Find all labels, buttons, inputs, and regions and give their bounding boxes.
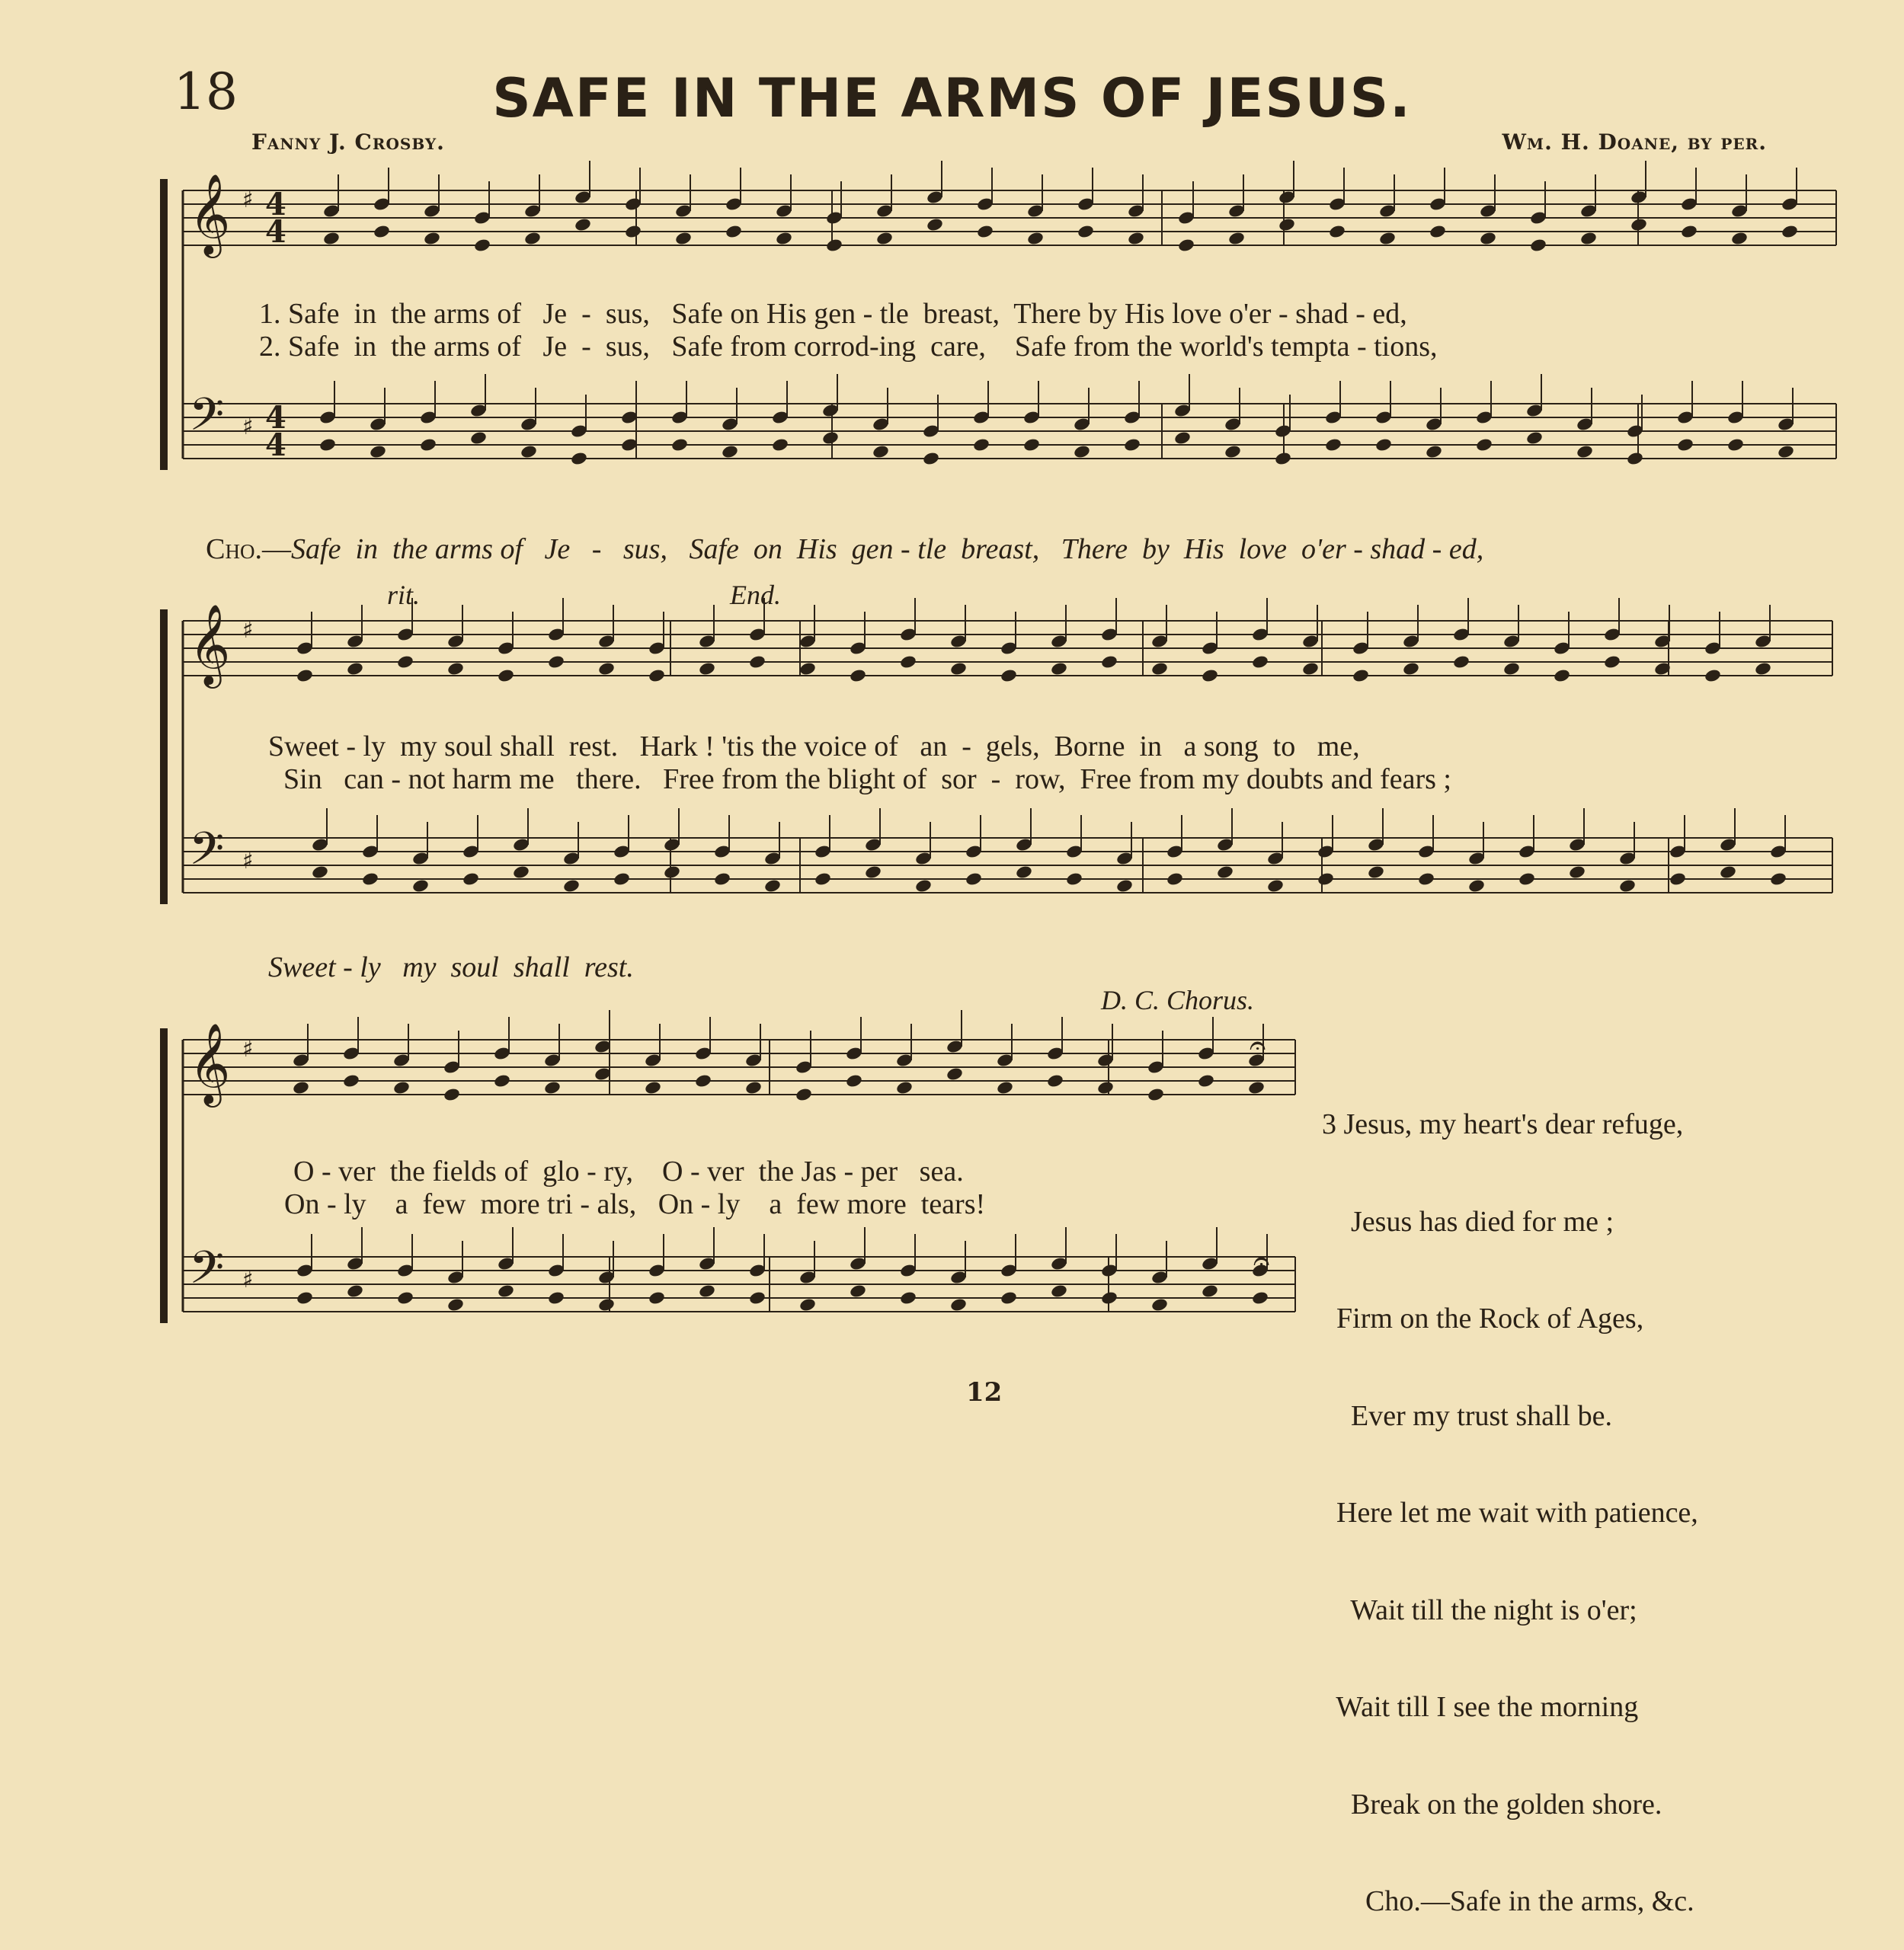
note-head (1579, 231, 1598, 246)
note-head (292, 1080, 310, 1095)
system1-verse1-lyrics: 1. Safe in the arms of Je - sus, Safe on His gen - tle breast, There by His love o'er - shad - ed, (259, 298, 1407, 330)
note-head (396, 654, 414, 670)
sharp-icon: ♯ (242, 187, 254, 213)
system1-chorus-lyrics (198, 518, 1483, 566)
note-head (798, 661, 817, 676)
note-head (1529, 238, 1547, 253)
note-head (392, 1080, 411, 1095)
note-head (547, 1290, 565, 1306)
note-head (373, 224, 391, 239)
note-head (411, 878, 430, 893)
system2-verse1-lyrics: Sweet - ly my soul shall rest. Hark ! 'tis the voice of an - gels, Borne in a song to me, (268, 730, 1360, 762)
note-head (1317, 871, 1335, 887)
note-head (1568, 865, 1586, 880)
note-head (1247, 1080, 1266, 1095)
note-head (763, 878, 782, 893)
note-head (342, 1073, 360, 1088)
note-head (748, 1290, 766, 1306)
note-head (497, 668, 515, 683)
note-head (1201, 1283, 1219, 1299)
note-head (1676, 437, 1694, 452)
note-head (1251, 1290, 1269, 1306)
note-head (1022, 437, 1041, 452)
note-head (346, 661, 364, 676)
note-head (825, 238, 843, 253)
note-head (1266, 878, 1285, 893)
stanza-3 (1322, 1044, 1698, 1950)
note-head (423, 231, 441, 246)
note-head (1000, 1290, 1018, 1306)
treble-clef-icon: 𝄞 (189, 1022, 231, 1104)
note-head (396, 1290, 414, 1306)
note-head (949, 1297, 968, 1312)
note-head (1150, 1297, 1169, 1312)
note-head (771, 437, 789, 452)
sharp-icon: ♯ (242, 414, 254, 440)
note-head (1177, 238, 1195, 253)
note-head (725, 224, 743, 239)
dc-chorus-marking: D. C. Chorus. (1101, 985, 1255, 1015)
note-head (1050, 661, 1068, 676)
note-head (296, 668, 314, 683)
note-head (648, 1290, 666, 1306)
sharp-icon: ♯ (242, 1267, 254, 1293)
treble-clef-icon: 𝄞 (189, 603, 231, 685)
note-head (1324, 437, 1342, 452)
note-head (597, 661, 616, 676)
note-head (1015, 865, 1033, 880)
note-head (914, 878, 933, 893)
note-head (1096, 1080, 1115, 1095)
note-head (1626, 451, 1644, 466)
time-signature: 4 (265, 427, 286, 463)
note-head (996, 1080, 1014, 1095)
note-head (369, 444, 387, 459)
note-head (1150, 661, 1169, 676)
bass-clef-icon: 𝄢 (189, 388, 225, 452)
system-brace (160, 1028, 168, 1323)
note-head (694, 1073, 712, 1088)
note-head (1378, 231, 1397, 246)
note-head (1073, 444, 1091, 459)
note-head (1777, 444, 1795, 459)
bass-clef-icon: 𝄢 (189, 822, 225, 886)
note-head (1147, 1087, 1165, 1102)
treble-clef-icon: 𝄞 (189, 173, 231, 254)
lyricist-credit: Fanny J. Crosby. (251, 129, 445, 155)
hymn-number: 18 (174, 62, 238, 121)
note-head (1328, 224, 1346, 239)
note-head (547, 654, 565, 670)
note-head (895, 1080, 914, 1095)
note-head (1227, 231, 1246, 246)
note-head (744, 1080, 763, 1095)
note-head (972, 437, 990, 452)
note-head (875, 231, 894, 246)
note-head (1065, 871, 1083, 887)
note-head (670, 437, 689, 452)
note-head (1278, 217, 1296, 232)
note-head (864, 865, 882, 880)
system3-verse1-lyrics: O - ver the fields of glo - ry, O - ver the Jas - per sea. (293, 1156, 964, 1188)
note-head (1680, 224, 1698, 239)
fermata-icon: 𝄐 (1253, 1244, 1270, 1277)
note-head (644, 1080, 662, 1095)
sharp-icon: ♯ (242, 617, 254, 644)
note-head (361, 871, 379, 887)
chorus-label: Cho.— (206, 533, 292, 565)
note-head (1730, 231, 1749, 246)
note-head (1769, 871, 1787, 887)
note-head (570, 451, 588, 466)
note-head (497, 1283, 515, 1299)
time-signature: 4 (265, 400, 286, 436)
stanza3-line: Cho.—Safe in the arms, &c. (1322, 1885, 1694, 1917)
note-head (976, 224, 994, 239)
note-head (946, 1066, 964, 1082)
note-head (1000, 668, 1018, 683)
note-head (520, 444, 538, 459)
note-head (698, 661, 716, 676)
note-head (1100, 654, 1118, 670)
note-head (1251, 654, 1269, 670)
note-head (1525, 430, 1544, 446)
note-head (922, 451, 940, 466)
note-head (663, 865, 681, 880)
fermata-icon: 𝄐 (1250, 1028, 1266, 1062)
note-head (849, 1283, 867, 1299)
hymn-title: SAFE IN THE ARMS OF JESUS. (492, 67, 1412, 129)
note-head (512, 865, 530, 880)
note-head (965, 871, 983, 887)
system-brace (160, 609, 168, 904)
note-head (1630, 217, 1648, 232)
note-head (1429, 224, 1447, 239)
note-head (1173, 430, 1192, 446)
note-head (1467, 878, 1486, 893)
note-head (1077, 224, 1095, 239)
end-marking: End. (730, 580, 781, 610)
note-head (1402, 661, 1420, 676)
page-number: 12 (966, 1377, 1003, 1408)
note-head (1374, 437, 1393, 452)
note-head (1050, 1283, 1068, 1299)
note-head (1417, 871, 1435, 887)
note-head (446, 661, 465, 676)
note-head (443, 1087, 461, 1102)
stanza3-line: Break on the golden shore. (1322, 1788, 1662, 1821)
note-head (318, 437, 337, 452)
note-head (473, 238, 491, 253)
note-head (713, 871, 731, 887)
note-head (899, 1290, 917, 1306)
note-head (849, 668, 867, 683)
note-head (624, 224, 642, 239)
stanza3-line: Firm on the Rock of Ages, (1322, 1303, 1644, 1335)
note-head (1719, 865, 1737, 880)
note-head (1479, 231, 1497, 246)
time-signature: 4 (265, 214, 286, 250)
note-head (543, 1080, 562, 1095)
note-head (674, 231, 693, 246)
note-head (296, 1290, 314, 1306)
note-head (1197, 1073, 1215, 1088)
note-head (798, 1297, 817, 1312)
note-head (1115, 878, 1134, 893)
note-head (949, 661, 968, 676)
note-head (1274, 451, 1292, 466)
note-head (648, 668, 666, 683)
note-head (311, 865, 329, 880)
note-head (1781, 224, 1799, 239)
stanza3-line: Jesus has died for me ; (1322, 1205, 1614, 1238)
system3-verse2-lyrics: On - ly a few more tri - als, On - ly a few more tears! (284, 1188, 986, 1220)
note-head (698, 1283, 716, 1299)
note-head (493, 1073, 511, 1088)
sharp-icon: ♯ (242, 1036, 254, 1063)
note-head (1475, 437, 1493, 452)
note-head (1603, 654, 1621, 670)
system-brace (160, 179, 168, 470)
stanza3-line: Wait till I see the morning (1322, 1691, 1639, 1723)
note-head (872, 444, 890, 459)
note-head (899, 654, 917, 670)
note-head (1518, 871, 1536, 887)
note-head (1502, 661, 1521, 676)
note-head (1026, 231, 1045, 246)
note-head (346, 1283, 364, 1299)
note-head (469, 430, 488, 446)
sharp-icon: ♯ (242, 848, 254, 874)
note-head (1046, 1073, 1064, 1088)
note-head (1576, 444, 1594, 459)
note-head (1166, 871, 1184, 887)
note-head (462, 871, 480, 887)
note-head (1425, 444, 1443, 459)
system2-verse2-lyrics: Sin can - not harm me there. Free from the blight of sor - row, Free from my doubts and fears ; (283, 763, 1451, 795)
note-head (1726, 437, 1745, 452)
note-head (1618, 878, 1637, 893)
rit-marking: rit. (387, 580, 421, 610)
note-head (574, 217, 592, 232)
note-head (1452, 654, 1470, 670)
note-head (1123, 437, 1141, 452)
note-head (523, 231, 542, 246)
note-head (419, 437, 437, 452)
note-head (446, 1297, 465, 1312)
note-head (1704, 668, 1722, 683)
note-head (845, 1073, 863, 1088)
note-head (1100, 1290, 1118, 1306)
note-head (748, 654, 766, 670)
system2-chorus-bass-lyrics: Sweet - ly my soul shall rest. (268, 951, 634, 983)
note-head (1201, 668, 1219, 683)
note-head (821, 430, 840, 446)
note-head (814, 871, 832, 887)
note-head (1216, 865, 1234, 880)
note-head (926, 217, 944, 232)
note-head (1669, 871, 1687, 887)
note-head (1224, 444, 1242, 459)
note-head (1127, 231, 1145, 246)
note-head (1754, 661, 1772, 676)
time-signature: 4 (265, 187, 286, 222)
composer-credit: Wm. H. Doane, by per. (1502, 129, 1767, 155)
note-head (775, 231, 793, 246)
stanza3-line: 3 Jesus, my heart's dear refuge, (1322, 1108, 1684, 1140)
stanza3-line: Wait till the night is o'er; (1322, 1594, 1637, 1626)
note-head (562, 878, 581, 893)
note-head (1301, 661, 1320, 676)
bass-clef-icon: 𝄢 (189, 1241, 225, 1305)
note-head (597, 1297, 616, 1312)
note-head (613, 871, 631, 887)
note-head (795, 1087, 813, 1102)
stanza3-line: Ever my trust shall be. (1322, 1399, 1612, 1432)
chorus-text: Safe in the arms of Je - sus, Safe on His gen - tle breast, There by His love o'er - shad - ed, (291, 533, 1484, 565)
note-head (1352, 668, 1370, 683)
note-head (322, 231, 341, 246)
note-head (1367, 865, 1385, 880)
stanza3-line: Here let me wait with patience, (1322, 1497, 1698, 1529)
system1-verse2-lyrics: 2. Safe in the arms of Je - sus, Safe from corrod-ing care, Safe from the world's tempta - tions, (259, 331, 1438, 363)
note-head (721, 444, 739, 459)
note-head (1553, 668, 1571, 683)
